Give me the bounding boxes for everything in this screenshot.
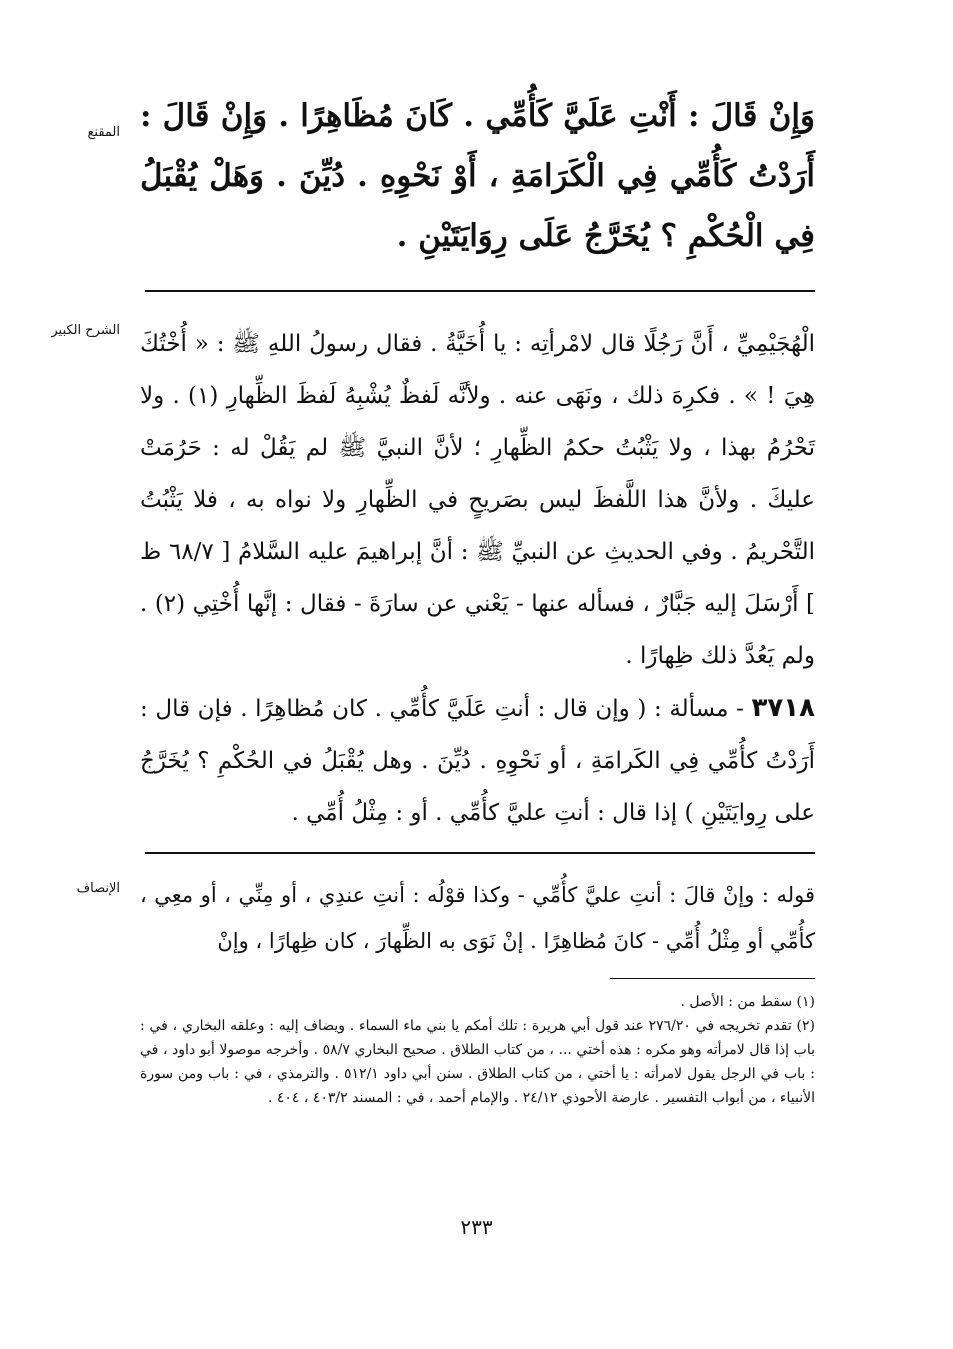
muqni-text: وَإِنْ قَالَ : أَنْتِ عَلَيَّ كَأُمِّي . كَانَ مُظَاهِرًا . وَإِنْ قَالَ : أَرَدْتُ كَأُمِّي فِي الْكَرَامَةِ ، أَوْ نَحْوِهِ . دُيِّنَ . وَهَلْ يُقْبَلُ فِي الْحُكْمِ ؟ يُخَرَّجُ عَلَى رِوَايَتَيْنِ . — [140, 98, 815, 254]
masala-paragraph — [140, 682, 815, 839]
footnotes — [140, 990, 815, 1110]
section-divider — [145, 852, 815, 854]
insaf-text: قوله : وإنْ قالَ : أنتِ عليَّ كأُمِّي - وكذا قوْلُه : أنتِ عندِي ، أو مِنِّي ، أو معِي ، كأُمِّي أو مِثْلُ أُمِّي - كانَ مُظاهِرًا . إنْ نَوَى به الظِّهارَ ، كان ظِهارًا ، وإنْ — [140, 883, 815, 953]
sharh-text: الْهُجَيْمِيِّ ، أَنَّ رَجُلًا قال لامْرأتِه : يا أُخَيَّةُ . فقال رسولُ اللهِ ﷺ : « أُخْتُكَ هِيَ ! » . فكرِهَ ذلك ، ونَهَى عنه . ولأنَّه لَفظٌ يُشْبِهُ لَفظَ الظِّهارِ (١) . ولا تَحْرُمُ بهذا ، ولا يَثْبُتُ حكمُ الظِّهارِ ؛ لأنَّ النبيَّ ﷺ لم يَقُلْ له : حَرُمَتْ عليكَ . ولأنَّ هذا اللَّفظَ ليس بصَريحٍ في الظِّهارِ ولا نواه به ، فلا يَثْبُتُ التَّحْريمُ . وفي الحديثِ عن النبيِّ ﷺ : أنَّ إبراهيمَ عليه السَّلامُ [ ٦٨/٧ ظ ] أَرْسَلَ إليه جَبَّارٌ ، فسأله عنها - يَعْني عن سارَةَ - فقال : إنَّها أُخْتِي (٢) . ولم يَعُدَّ ذلك ظِهارًا . — [140, 331, 815, 669]
side-label-muqni: المقنع — [87, 125, 120, 140]
section-divider — [145, 290, 815, 292]
footnote-2: (٢) تقدم تخريجه في ٢٧٦/٢٠ عند قول أبي هريرة : تلك أمكم يا بني ماء السماء . ويضاف إليه : وعلقه البخاري ، في : باب إذا قال لامرأته وهو مكره : هذه أختي ... ، من كتاب الطلاق . صحيح البخاري ٥٨/٧ . وأخرجه موصولا أبو داود ، في : باب في الرجل يقول لامرأته : يا أختي ، من كتاب الطلاق . سنن أبي داود ٥١٢/١ . والترمذي ، في : باب ومن سورة الأنبياء ، من أبواب التفسير . عارضة الأحوذي ٢٤/١٢ . والإمام أحمد ، في : المسند ٤٠٣/٢ ، ٤٠٤ . — [140, 1018, 815, 1106]
page-number: ٢٣٣ — [460, 1215, 493, 1239]
footnote-divider — [610, 978, 815, 979]
side-label-sharh: الشرح الكبير — [51, 323, 120, 338]
masala-number: ٣٧١٨ — [751, 693, 815, 723]
side-label-insaf: الإنصاف — [76, 881, 120, 896]
masala-text: - مسألة : ( وإن قال : أنتِ عَلَيَّ كأُمِّي . كان مُظاهِرًا . فإن قال : أَرَدْتُ كأُمِّي فِي الكَرامَةِ ، أو نَحْوِهِ . دُيِّنَ . وهل يُقْبَلُ في الحُكْمِ ؟ يُخَرَّجُ على رِوايَتَيْنِ ) إذا قال : أنتِ عليَّ كأُمِّي . أو : مِثْلُ أُمِّي . — [140, 696, 815, 826]
footnote-1: (١) سقط من : الأصل . — [680, 994, 815, 1010]
